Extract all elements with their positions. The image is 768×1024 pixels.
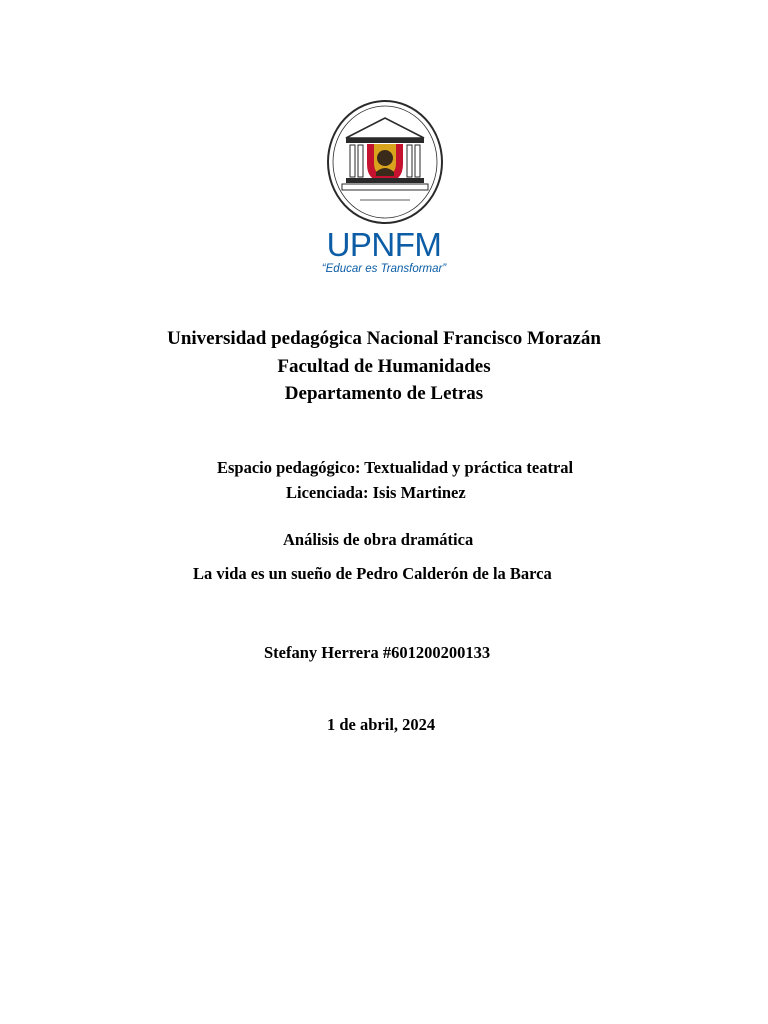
brand-name: UPNFM [326, 226, 442, 263]
work-type: Análisis de obra dramática [283, 530, 474, 549]
brand-slogan: “Educar es Transformar” [321, 263, 447, 275]
teacher-name: Licenciada: Isis Martinez [286, 483, 466, 502]
university-name: Universidad pedagógica Nacional Francisco Morazán [167, 328, 601, 349]
work-title: La vida es un sueño de Pedro Calderón de la Barca [193, 564, 552, 583]
department-name: Departamento de Letras [284, 383, 484, 404]
university-logo [300, 98, 468, 288]
student-name: Stefany Herrera #601200200133 [264, 643, 491, 662]
faculty-name: Facultad de Humanidades [277, 356, 491, 377]
document-date: 1 de abril, 2024 [327, 715, 436, 734]
pedagogical-space: Espacio pedagógico: Textualidad y práctica teatral [217, 458, 574, 477]
university-seal-icon [324, 98, 446, 226]
